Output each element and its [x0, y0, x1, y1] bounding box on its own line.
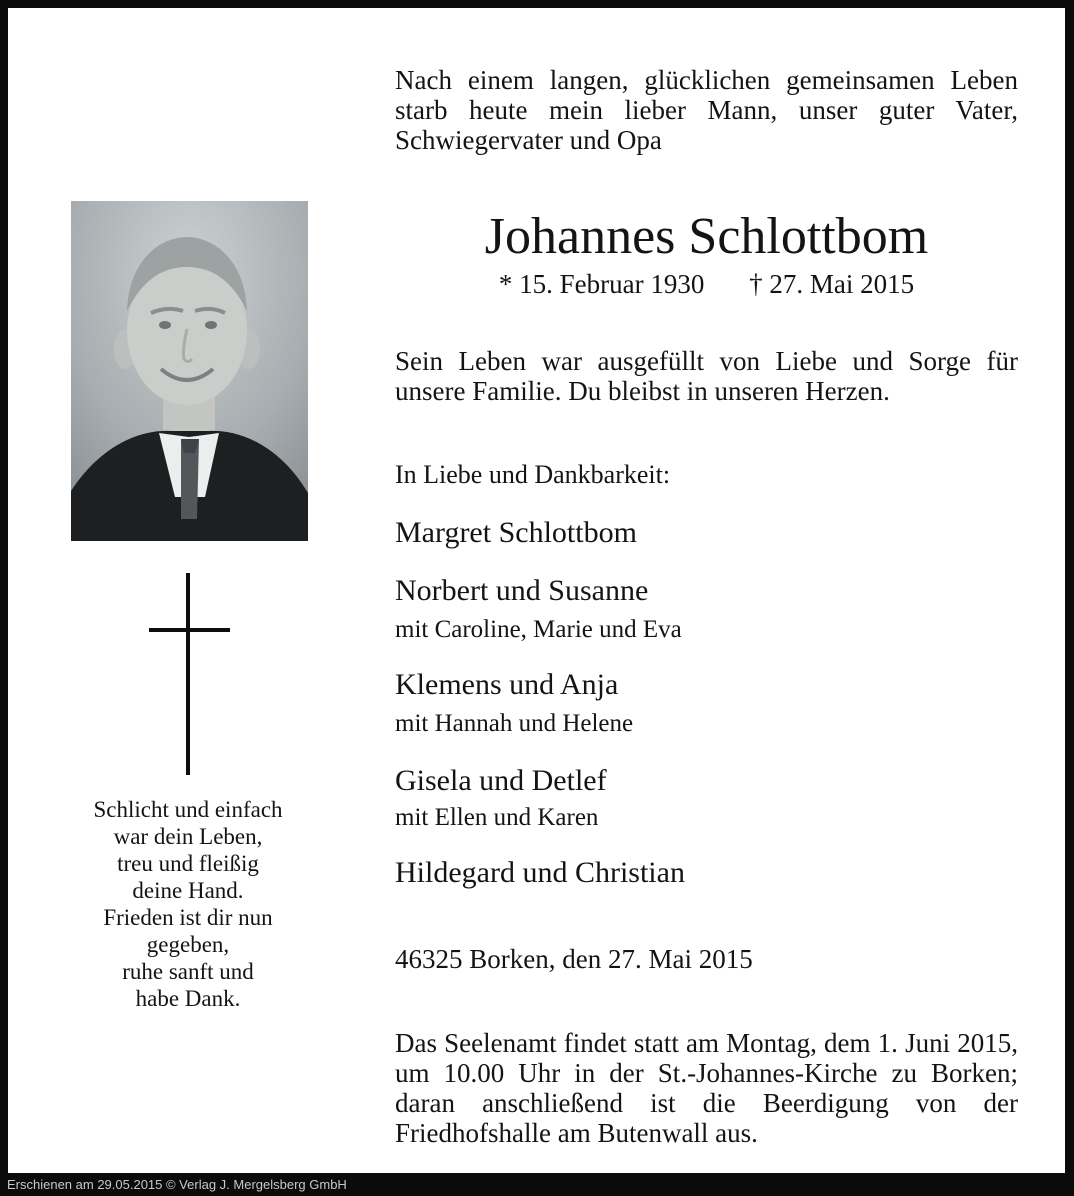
publisher-credit: Erschienen am 29.05.2015 © Verlag J. Mergelsberg GmbH [7, 1177, 347, 1192]
mourner-name: Norbert und Susanne [395, 574, 649, 607]
poem [48, 796, 328, 1012]
poem-line: habe Dank. [135, 986, 241, 1011]
mourner-name: Gisela und Detlef [395, 764, 607, 797]
poem-line: deine Hand. [132, 878, 244, 903]
intro-text: Nach einem langen, glücklichen gemeinsamen Leben starb heute mein lieber Mann, unser guter Vater, Schwiegervater und Opa [395, 65, 1018, 155]
mourner-name: Margret Schlottbom [395, 516, 637, 549]
life-text: Sein Leben war ausgefüllt von Liebe und Sorge für unsere Familie. Du bleibst in unseren Herzen. [395, 346, 1018, 406]
salutation-text: In Liebe und Dankbarkeit: [395, 460, 671, 489]
birth-death-dates [395, 269, 1018, 300]
birth-date: * 15. Februar 1930 [498, 269, 705, 299]
cross-icon [138, 568, 238, 783]
mourner-name: Hildegard und Christian [395, 856, 685, 889]
poem-line: Schlicht und einfach [93, 797, 283, 822]
mourner-sub: mit Hannah und Helene [395, 710, 634, 737]
mourner-sub: mit Ellen und Karen [395, 804, 599, 831]
mourner-sub: mit Caroline, Marie und Eva [395, 616, 682, 643]
poem-line: Frieden ist dir nun [103, 905, 273, 930]
poem-line: gegeben, [146, 932, 230, 957]
notice-page [8, 8, 1065, 1173]
cross-vertical-bar [186, 573, 190, 775]
cross-horizontal-bar [149, 628, 230, 632]
poem-line: ruhe sanft und [122, 959, 254, 984]
death-date: † 27. Mai 2015 [749, 269, 915, 299]
service-info: Das Seelenamt findet statt am Montag, dem 1. Juni 2015, um 10.00 Uhr in der St.-Johannes-Kirche zu Borken; daran anschließend ist die Beerdigung von der Friedhofshalle am Butenwall aus. [395, 1028, 1018, 1148]
poem-line: war dein Leben, [113, 824, 263, 849]
portrait-photo [71, 201, 308, 541]
deceased-name: Johannes Schlottbom [484, 208, 929, 265]
place-date: 46325 Borken, den 27. Mai 2015 [395, 944, 753, 974]
poem-line: treu und fleißig [117, 851, 259, 876]
portrait-photo-graphic [71, 201, 308, 541]
mourner-name: Klemens und Anja [395, 668, 619, 701]
